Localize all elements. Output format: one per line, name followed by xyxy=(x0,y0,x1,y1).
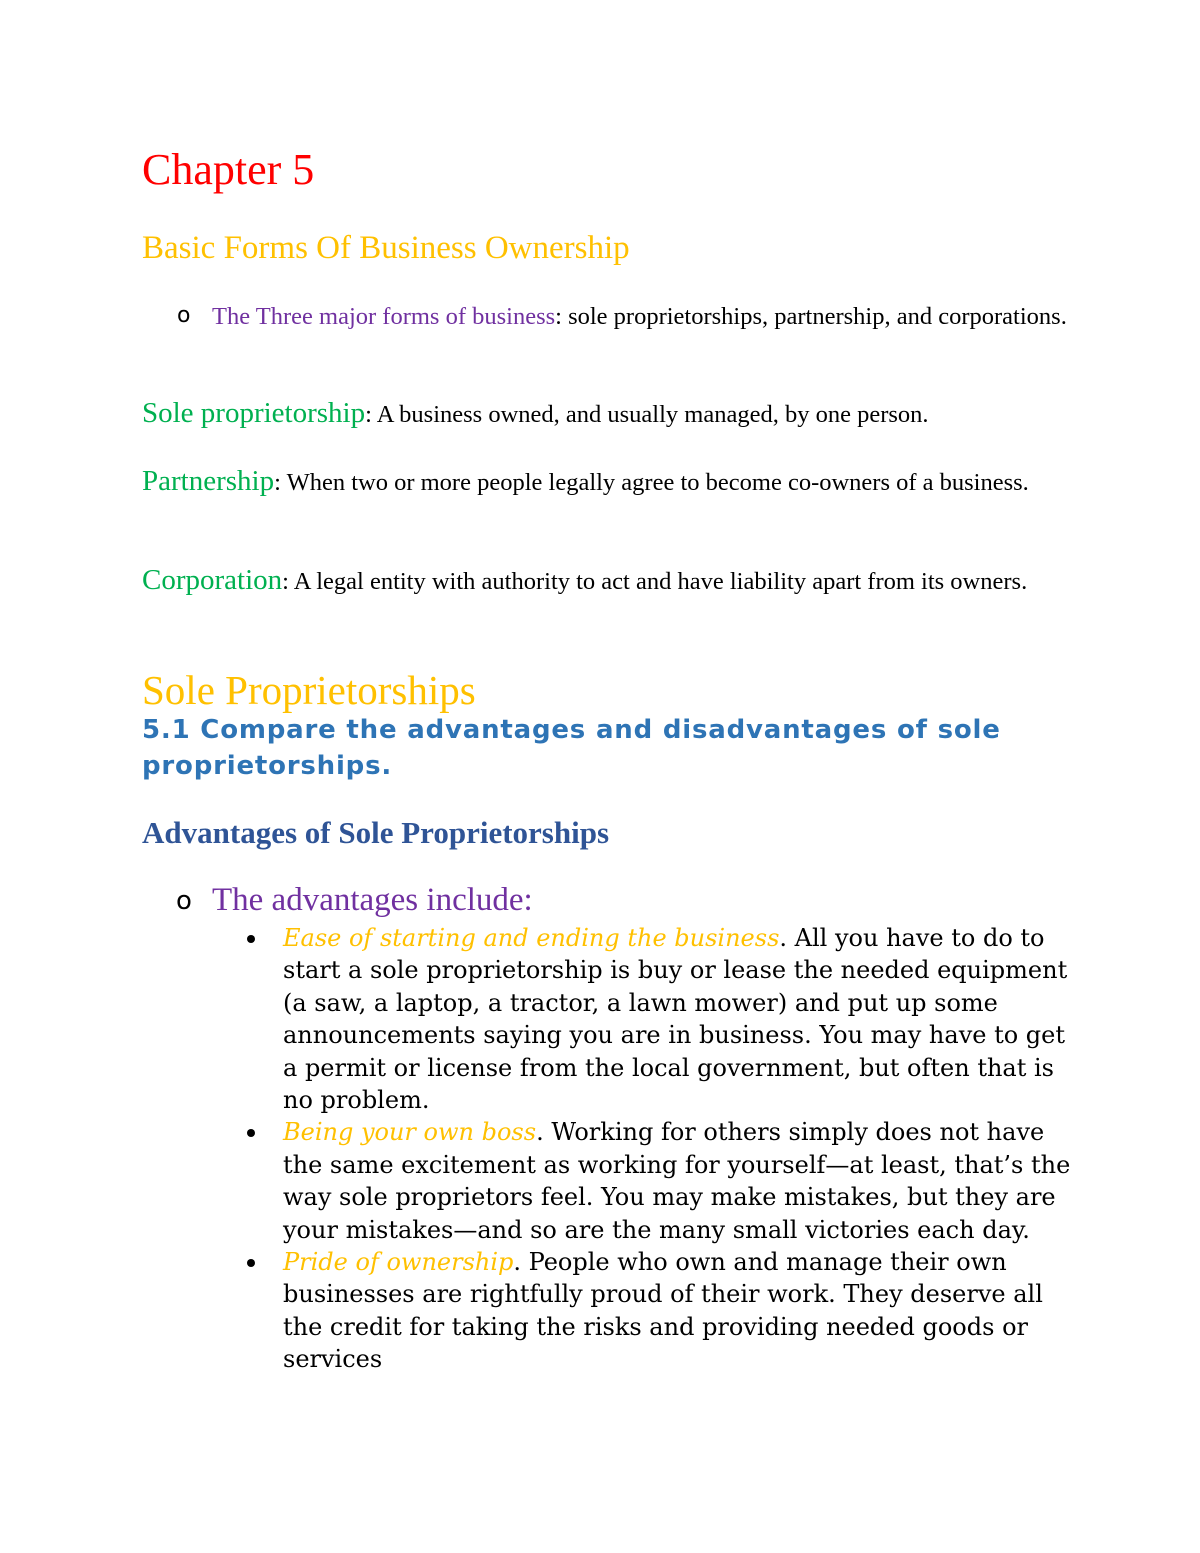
sole-proprietorships-heading: Sole Proprietorships xyxy=(142,667,476,713)
definition-text: : A business owned, and usually managed, by one person. xyxy=(365,401,929,428)
definition-term: Partnership xyxy=(142,465,275,497)
definition-text: : A legal entity with authority to act and have liability apart from its owners. xyxy=(282,568,1028,595)
chapter-title: Chapter 5 xyxy=(142,145,315,194)
list-item xyxy=(283,922,1073,1116)
advantage-text: . Working for others simply does not have the same excitement as working for yourself—at least, that’s the way sole proprietors feel. You may make mistakes, but they are your mistakes—and so are the many small victories each day. xyxy=(283,1118,1071,1244)
list-item xyxy=(283,1116,1073,1246)
definition-term: Corporation xyxy=(142,564,283,596)
three-forms-text: : sole proprietorships, partnership, and corporations. xyxy=(555,303,1067,330)
learning-objective: 5.1 Compare the advantages and disadvantages of sole proprietorships. xyxy=(142,715,1001,781)
definition-term: Sole proprietorship xyxy=(142,397,366,429)
definition-partnership xyxy=(142,464,1072,500)
advantages-heading: Advantages of Sole Proprietorships xyxy=(142,815,610,850)
advantage-term: Pride of ownership xyxy=(283,1248,514,1277)
definition-text: : When two or more people legally agree to become co-owners of a business. xyxy=(274,469,1029,496)
advantage-term: Being your own boss xyxy=(283,1118,537,1147)
hollow-bullet-icon: o xyxy=(177,303,191,328)
advantages-list xyxy=(283,922,1073,1376)
definition-corporation xyxy=(142,563,1072,599)
bullet-dot-icon xyxy=(247,935,255,943)
advantage-text: . All you have to do to start a sole proprietorship is buy or lease the needed equipment (a saw, a laptop, a tractor, a lawn mower) and put up some announcements saying you are in business. You may have to get a permit or license from the local government, but often that is no problem. xyxy=(283,924,1068,1115)
bullet-dot-icon xyxy=(247,1259,255,1267)
advantage-term: Ease of starting and ending the business xyxy=(283,924,780,952)
definition-sole-proprietorship xyxy=(142,396,1072,432)
advantages-intro: The advantages include: xyxy=(212,882,533,918)
forms-heading: Basic Forms Of Business Ownership xyxy=(142,230,630,266)
hollow-bullet-icon: o xyxy=(176,886,192,916)
bullet-dot-icon xyxy=(247,1129,255,1137)
three-forms-label: The Three major forms of business xyxy=(212,303,556,330)
three-forms-item xyxy=(212,300,1082,334)
list-item xyxy=(283,1246,1073,1376)
advantage-text: . People who own and manage their own businesses are rightfully proud of their work. They deserve all the credit for taking the risks and providing needed goods or services xyxy=(283,1248,1043,1374)
